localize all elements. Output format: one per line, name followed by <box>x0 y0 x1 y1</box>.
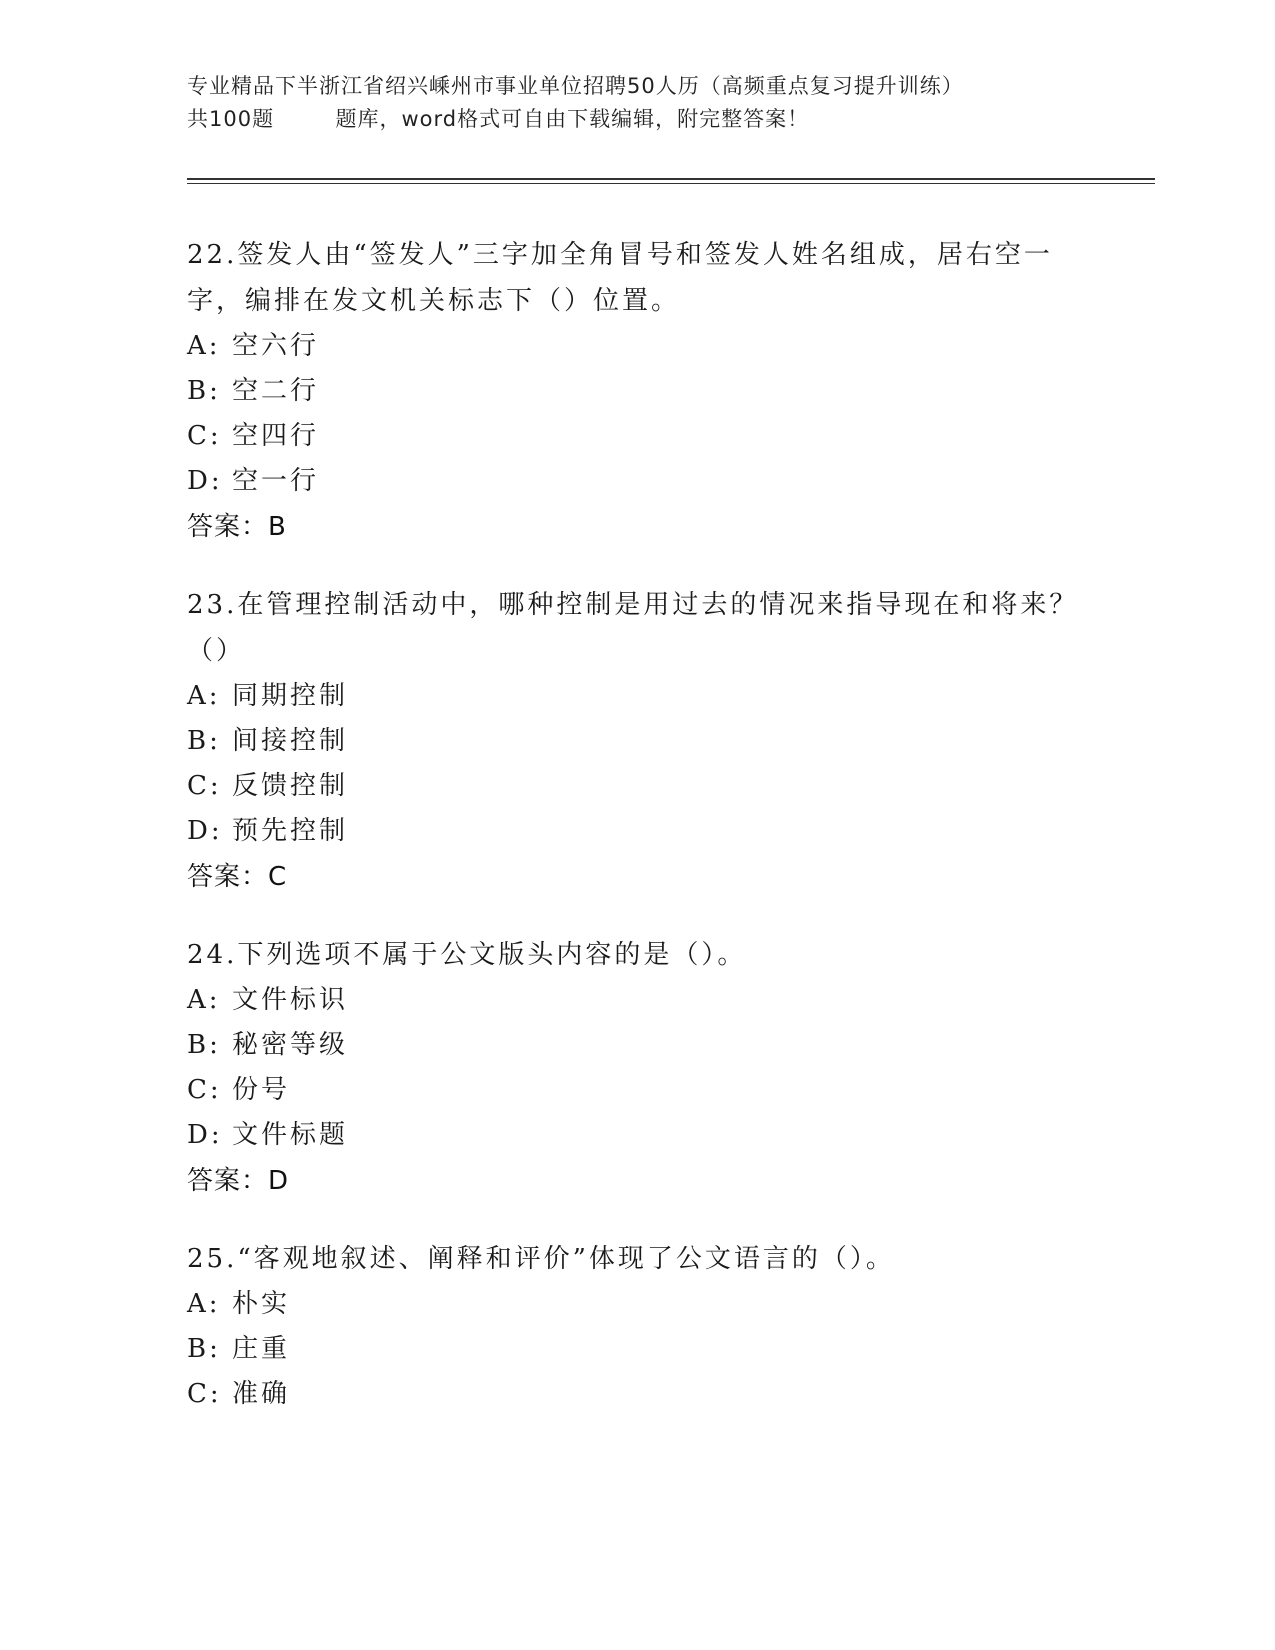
option-key: A: <box>187 985 221 1015</box>
option-key: C: <box>187 1075 222 1105</box>
option-key: C: <box>187 421 222 451</box>
option-text: 预先控制 <box>232 816 349 846</box>
option-a <box>187 1282 1087 1327</box>
option-text: 空二行 <box>232 376 320 406</box>
option-text: 文件标题 <box>232 1120 349 1150</box>
question-text: 25.“客观地叙述、阐释和评价”体现了公文语言的（）。 <box>187 1244 895 1274</box>
option-a <box>187 324 1087 369</box>
option-text: 空一行 <box>232 466 320 496</box>
option-c <box>187 1068 1087 1113</box>
option-key: A: <box>187 1289 221 1319</box>
option-text: 准确 <box>232 1379 291 1409</box>
option-key: D: <box>187 1120 223 1150</box>
option-text: 朴实 <box>232 1289 291 1319</box>
option-key: B: <box>187 726 221 756</box>
option-key: C: <box>187 1379 222 1409</box>
option-key: A: <box>187 681 221 711</box>
option-text: 空四行 <box>232 421 320 451</box>
header-title-line: 专业精品下半浙江省绍兴嵊州市事业单位招聘50人历（高频重点复习提升训练） <box>187 74 964 98</box>
header-divider-thick <box>187 178 1155 180</box>
option-text: 庄重 <box>232 1334 291 1364</box>
option-text: 秘密等级 <box>232 1030 349 1060</box>
option-c <box>187 1372 1087 1417</box>
option-key: B: <box>187 1334 221 1364</box>
question-text: 24.下列选项不属于公文版头内容的是（）。 <box>187 940 747 970</box>
question-22 <box>187 232 1087 550</box>
option-text: 间接控制 <box>232 726 349 756</box>
option-c <box>187 764 1087 809</box>
option-key: B: <box>187 376 221 406</box>
question-24 <box>187 932 1087 1204</box>
document-header <box>187 70 1137 136</box>
option-text: 文件标识 <box>232 985 349 1015</box>
option-d <box>187 809 1087 854</box>
option-b <box>187 369 1087 414</box>
question-25 <box>187 1236 1087 1417</box>
option-d <box>187 459 1087 504</box>
option-key: D: <box>187 816 223 846</box>
option-key: B: <box>187 1030 221 1060</box>
option-key: D: <box>187 466 223 496</box>
header-divider-thin <box>187 183 1155 184</box>
answer-line: 答案：C <box>187 862 288 892</box>
option-text: 空六行 <box>232 331 320 361</box>
question-list <box>187 232 1087 1449</box>
option-text: 份号 <box>232 1075 291 1105</box>
option-a <box>187 674 1087 719</box>
answer-line: 答案：B <box>187 512 287 542</box>
question-text: 22.签发人由“签发人”三字加全角冒号和签发人姓名组成，居右空一字，编排在发文机关标志下（）位置。 <box>187 240 1053 316</box>
option-b <box>187 1023 1087 1068</box>
option-key: C: <box>187 771 222 801</box>
option-key: A: <box>187 331 221 361</box>
question-text: 23.在管理控制活动中，哪种控制是用过去的情况来指导现在和将来？（） <box>187 590 1079 666</box>
option-text: 反馈控制 <box>232 771 349 801</box>
option-a <box>187 978 1087 1023</box>
header-subtitle-line: 共100题 题库，word格式可自由下载编辑，附完整答案！ <box>187 107 810 131</box>
option-d <box>187 1113 1087 1158</box>
option-b <box>187 1327 1087 1372</box>
question-23 <box>187 582 1087 900</box>
option-b <box>187 719 1087 764</box>
option-text: 同期控制 <box>232 681 349 711</box>
option-c <box>187 414 1087 459</box>
answer-line: 答案：D <box>187 1166 290 1196</box>
